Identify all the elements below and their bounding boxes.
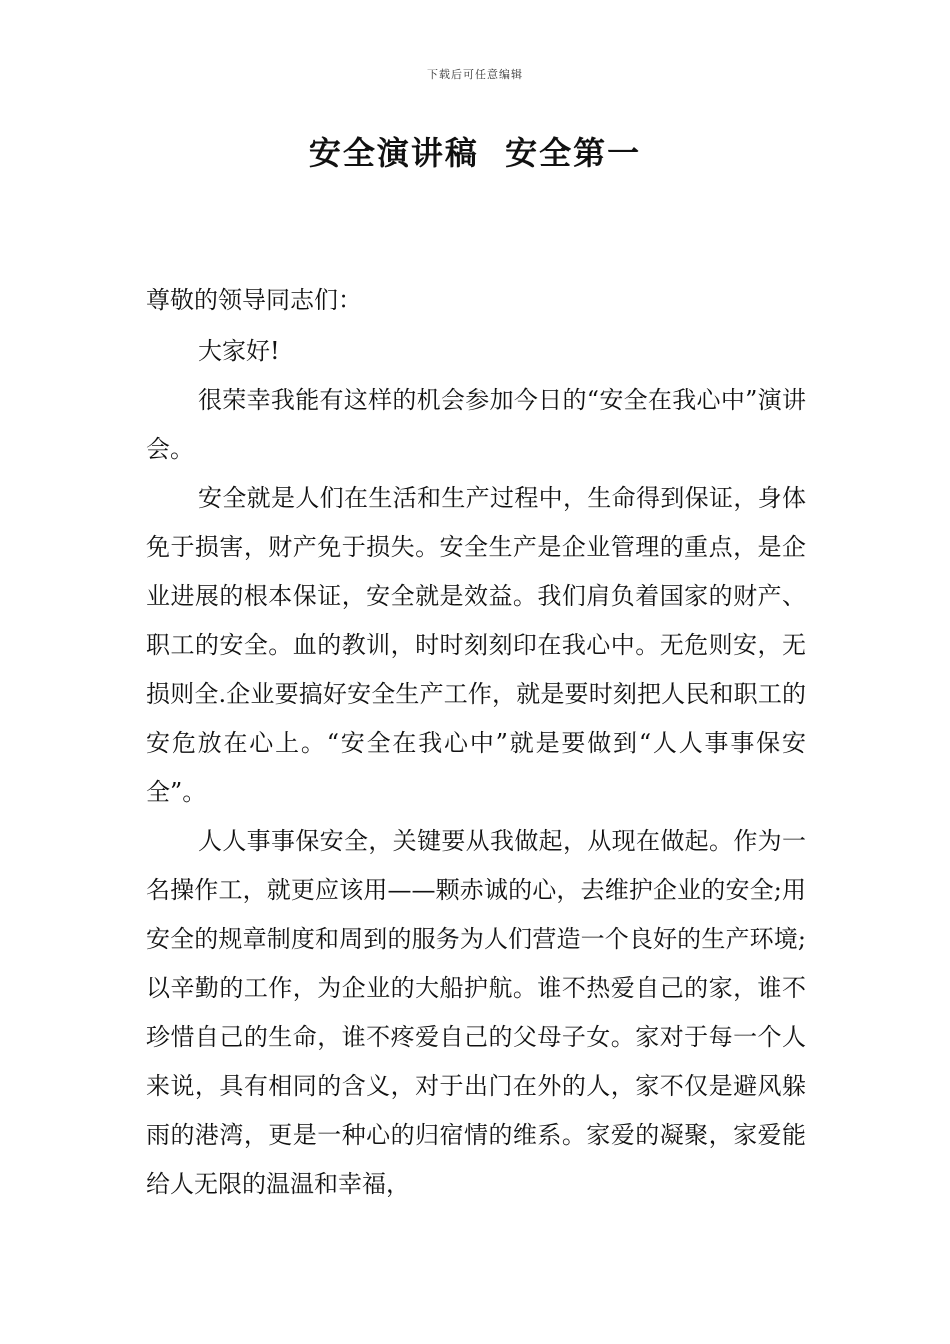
paragraph: 安全就是人们在生活和生产过程中，生命得到保证，身体免于损害，财产免于损失。安全生产是企业管理的重点，是企业进展的根本保证，安全就是效益。我们肩负着国家的财产、职工的安全。血的教训，时时刻刻印在我心中。无危则安，无损则全.企业要搞好安全生产工作，就是要时刻把人民和职工的安危放在心上。“安全在我心中”就是要做到“人人事事保安全”。 bbox=[146, 484, 806, 806]
salutation: 尊敬的领导同志们： bbox=[146, 286, 362, 314]
header-note: 下载后可任意编辑 bbox=[427, 68, 523, 81]
document-body bbox=[146, 276, 806, 1209]
page-title: 安全演讲稿 安全第一 bbox=[308, 134, 642, 172]
paragraph: 大家好! bbox=[198, 337, 280, 365]
paragraph: 很荣幸我能有这样的机会参加今日的“安全在我心中”演讲会。 bbox=[146, 386, 806, 463]
paragraph: 人人事事保安全，关键要从我做起，从现在做起。作为一名操作工，就更应该用——颗赤诚的心，去维护企业的安全;用安全的规章制度和周到的服务为人们营造一个良好的生产环境;以辛勤的工作，为企业的大船护航。谁不热爱自己的家，谁不珍惜自己的生命，谁不疼爱自己的父母子女。家对于每一个人来说，具有相同的含义，对于出门在外的人，家不仅是避风躲雨的港湾，更是一种心的归宿情的维系。家爱的凝聚，家爱能给人无限的温温和幸福， bbox=[146, 827, 806, 1198]
